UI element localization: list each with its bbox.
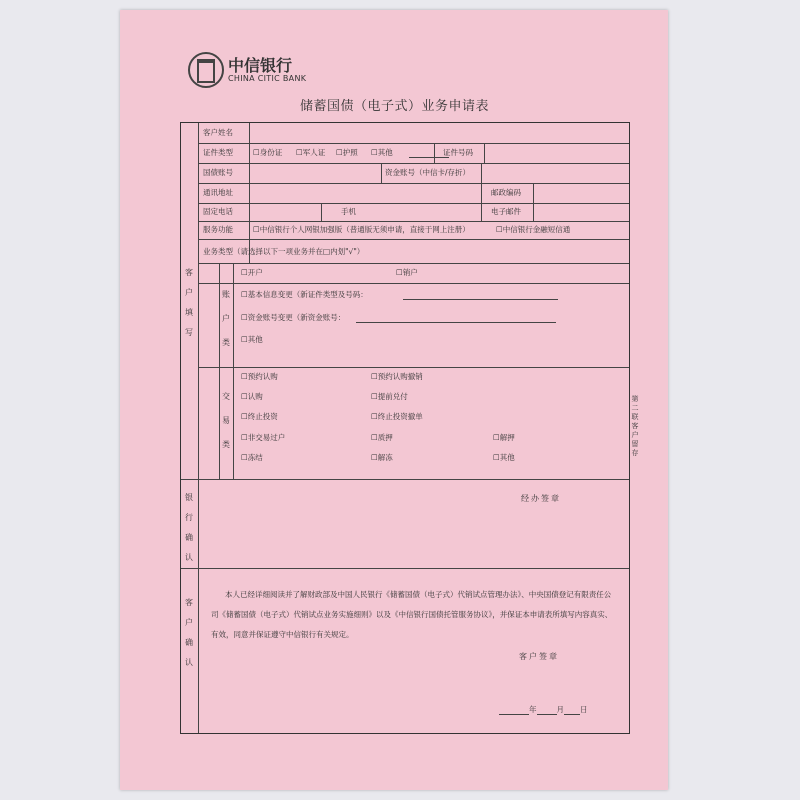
application-form: [180, 122, 630, 734]
service-sms-checkbox[interactable]: ☐ 中信银行金融短信通: [496, 225, 570, 235]
service-netbank-checkbox[interactable]: ☐ 中信银行个人网银加强版（普通版无须申请，直接于网上注册）: [253, 225, 470, 235]
label-address: 通讯地址: [203, 188, 233, 197]
label-customer-name: 客户姓名: [203, 128, 233, 137]
label-postcode: 邮政编码: [491, 188, 521, 197]
account-other-checkbox[interactable]: ☐ 其他: [241, 335, 263, 345]
section-customer-fill: 客户填写: [185, 268, 193, 337]
trade-item-6[interactable]: ☐ 非交易过户: [241, 433, 285, 443]
trade-item-2[interactable]: ☐ 认购: [241, 392, 263, 402]
trade-item-9[interactable]: ☐ 冻结: [241, 453, 263, 463]
date-month: 月: [556, 705, 564, 714]
bank-logo: [188, 52, 306, 88]
citic-logo-icon: [188, 52, 224, 88]
label-phone: 固定电话: [203, 207, 233, 216]
account-close-checkbox[interactable]: ☐ 销户: [396, 268, 418, 278]
trade-item-11[interactable]: ☐ 其他: [493, 453, 515, 463]
label-bond-account: 国债账号: [203, 168, 233, 177]
declaration-text: 本人已经详细阅读并了解财政部及中国人民银行《储蓄国债（电子式）代销试点管理办法》、中央国债登记有限责任公司《储蓄国债（电子式）代销试点业务实施细则》以及《中信银行国债托管服务协议》，并保证本申请表所填写内容真实、有效，同意并保证遵守中信银行有关规定。: [211, 590, 613, 639]
section-customer-confirm: 客户确认: [185, 598, 193, 667]
trade-item-7[interactable]: ☐ 质押: [371, 433, 393, 443]
date-year: 年: [529, 705, 537, 714]
basic-info-change-line[interactable]: [403, 291, 558, 300]
form-title: 储蓄国债（电子式）业务申请表: [300, 99, 490, 114]
account-open-checkbox[interactable]: ☐ 开户: [241, 268, 263, 278]
customer-sign-label: 客户签章: [519, 652, 559, 661]
trade-item-3[interactable]: ☐ 提前兑付: [371, 392, 408, 402]
label-id-number: 证件号码: [443, 148, 473, 157]
label-mobile: 手机: [341, 207, 356, 216]
account-class-label: 账户类: [222, 290, 230, 347]
id-option-military[interactable]: ☐ 军人证: [296, 148, 325, 158]
fund-account-change-line[interactable]: [356, 314, 556, 323]
label-email: 电子邮件: [491, 207, 521, 216]
trade-item-8[interactable]: ☐ 解押: [493, 433, 515, 443]
id-option-other[interactable]: ☐ 其他: [371, 148, 393, 158]
label-biz-type: 业务类型（请选择以下一项业务并在□内划"√"）: [203, 247, 365, 256]
trade-class-label: 交易类: [222, 392, 230, 449]
section-bank-confirm: 银行确认: [185, 493, 193, 562]
date-day: 日: [580, 705, 588, 714]
id-option-passport[interactable]: ☐ 护照: [336, 148, 358, 158]
trade-item-5[interactable]: ☐ 终止投资撤单: [371, 412, 423, 422]
bank-name-en: CHINA CITIC BANK: [228, 73, 307, 83]
label-service: 服务功能: [203, 225, 233, 234]
trade-item-4[interactable]: ☐ 终止投资: [241, 412, 278, 422]
fund-account-change-checkbox[interactable]: ☐ 资金账号变更（新资金账号：: [241, 313, 345, 323]
date-line[interactable]: [499, 705, 588, 715]
id-option-idcard[interactable]: ☐ 身份证: [253, 148, 282, 158]
trade-item-0[interactable]: ☐ 预约认购: [241, 372, 278, 382]
label-fund-account: 资金账号（中信卡/存折）: [385, 168, 471, 177]
label-id-type: 证件类型: [203, 148, 233, 157]
bank-name-cn: 中信银行: [228, 55, 293, 75]
trade-item-1[interactable]: ☐ 预约认购撤销: [371, 372, 423, 382]
customer-name-field[interactable]: [255, 125, 625, 141]
bank-sign-label: 经办签章: [521, 494, 561, 503]
basic-info-change-checkbox[interactable]: ☐ 基本信息变更（新证件类型及号码：: [241, 290, 368, 300]
copy-note: 第二联 客户留存: [631, 395, 639, 457]
trade-item-10[interactable]: ☐ 解冻: [371, 453, 393, 463]
